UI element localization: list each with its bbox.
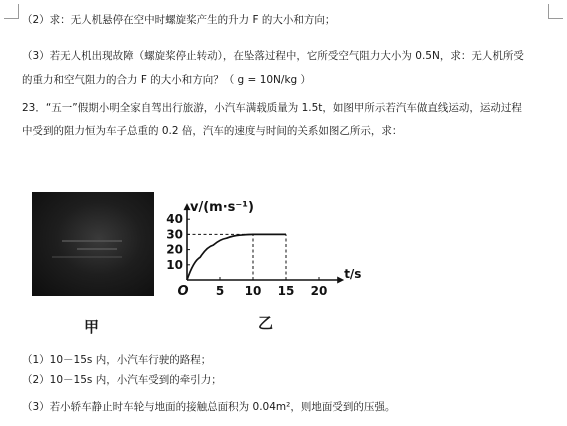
- x-tick-label: 10: [244, 284, 262, 298]
- y-tick-label: 30: [166, 227, 183, 242]
- x-tick-label: 15: [277, 284, 295, 298]
- y-axis-label: v/(m·s⁻¹): [190, 200, 254, 216]
- margin-corner-top-right: [548, 4, 563, 19]
- figure-label-yi: 乙: [258, 314, 274, 332]
- y-tick-label: 20: [166, 242, 183, 257]
- x-tick-label: 5: [215, 284, 225, 298]
- velocity-curve: [187, 234, 286, 280]
- q22-part2: （2）求：无人机悬停在空中时螺旋桨产生的升力 F 的大小和方向；: [22, 14, 336, 26]
- car-photo-jia: [32, 192, 154, 296]
- y-tick-label: 10: [166, 257, 183, 272]
- margin-corner-top-left: [4, 4, 19, 19]
- q22-part3-line1: （3）若无人机出现故障（螺旋桨停止转动），在坠落过程中，它所受空气阻力大小为 0.5N，求：无人机所受: [22, 50, 524, 62]
- q23-stem-line2: 中受到的阻力恒为车子总重的 0.2 倍，汽车的速度与时间的关系如图乙所示，求：: [22, 125, 403, 137]
- question-2: （2）10－15s 内，小汽车受到的牵引力；: [22, 374, 222, 386]
- x-axis-arrow: [337, 277, 344, 284]
- question-3: （3）若小轿车静止时车轮与地面的接触总面积为 0.04m²，则地面受到的压强。: [22, 401, 396, 413]
- q22-part3-line2: 的重力和空气阻力的合力 F 的大小和方向？（ g = 10N/kg ）: [22, 74, 312, 86]
- question-1: （1）10－15s 内，小汽车行驶的路程；: [22, 354, 212, 366]
- figure-label-jia: 甲: [84, 318, 100, 336]
- y-tick-label: 40: [166, 212, 183, 227]
- velocity-time-graph: [162, 140, 362, 300]
- x-tick-label: 20: [310, 284, 328, 298]
- q23-stem-line1: 23．“五一”假期小明全家自驾出行旅游，小汽车满载质量为 1.5t，如图甲所示若汽车做直线运动，运动过程: [22, 102, 522, 114]
- x-axis-label: t/s: [344, 267, 362, 281]
- origin-label: O: [177, 284, 189, 299]
